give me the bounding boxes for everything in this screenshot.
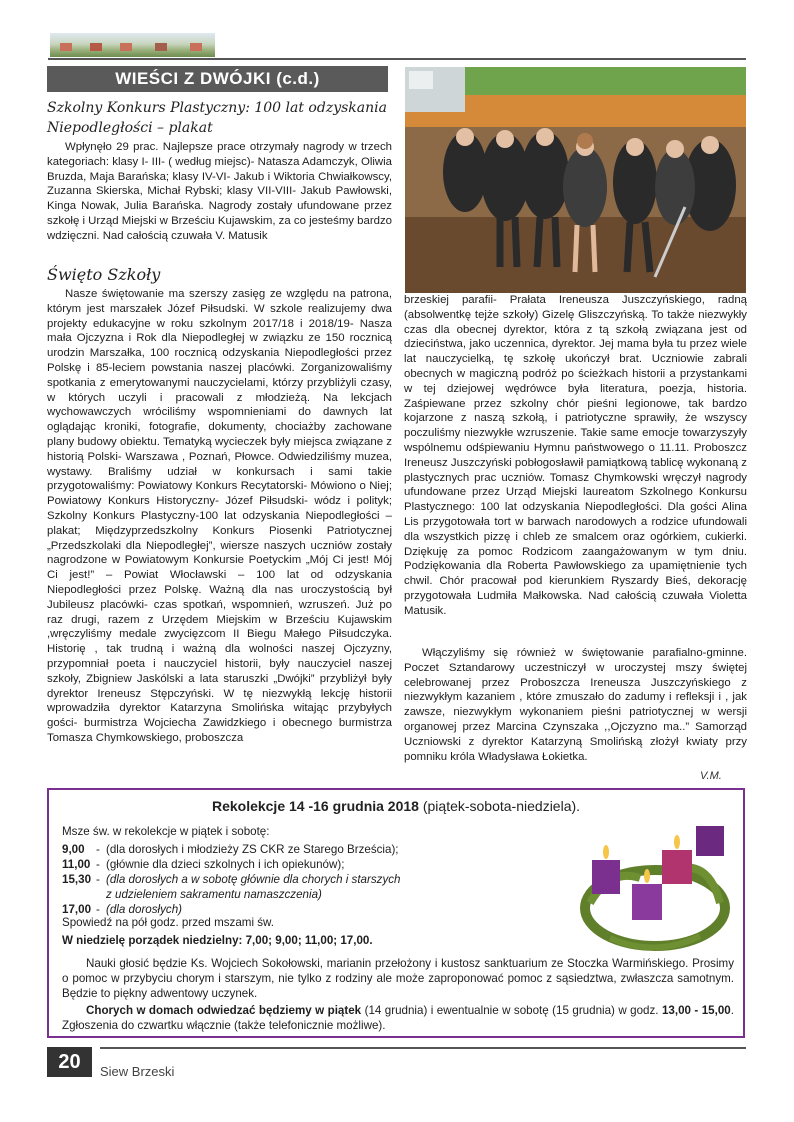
section-title: WIEŚCI Z DWÓJKI (c.d.) <box>47 66 388 92</box>
advent-wreath-icon <box>570 808 740 958</box>
author-signature: V.M. <box>700 770 722 782</box>
dash-separator: - <box>96 843 100 856</box>
preacher-paragraph: Nauki głosić będzie Ks. Wojciech Sokołowski, marianin przełożony i kustosz sanktuarium ze Stoczka Warmińskiego. Prosimy o pomoc w przybyciu chorym i starszym, nie tylko z rodziny ale może zaproponować pomoc z sąsiedztwa, zwłaszcza samotnym. Będzie to piękny adwentowy uczynek. <box>62 957 734 1000</box>
mass-time: 9,00 <box>62 843 85 856</box>
mass-description: (dla dorosłych) <box>106 903 183 916</box>
contest-heading: Szkolny Konkurs Plastyczny: 100 lat odzyskania Niepodległości – plakat <box>47 100 387 136</box>
sick-visits-paragraph <box>62 1003 734 1033</box>
school-day-column-2: brzeskiej parafii- Prałata Ireneusza Juszczyńskiego, radną (absolwentkę tejże szkoły) Gizelę Gliszczyńską. To także niezwykły czas dla obecnej dyrektor, która z tą szkołą związana jest od dzieciństwa, jako uczennica, dyrektor. Jej mama była tu przez wiele lat nauczycielką, tę szkołę ukończył brat. Uczniowie zabrali obecnych w magiczną podróż po ścieżkach historii a przystankami w tej dziejowej wędrówce była literatura, poezja, historia. Zaśpiewane przez szkolny chór pieśni legionowe, tak bardzo kojarzone z naszą szkołą, i patriotyczne sprawiły, że wszyscy poczuliśmy niezwykłe wzruszenie. Takie same emocje towarzyszyły wspólnemu odśpiewaniu Hymnu państwowego o 11.11. Proboszcz Ireneusz Juszczyński pobłogosławił pamiątkową tablicę wykonaną z plastycznych prac uczniów. Tomasz Chymkowski wręczył nagrody ufundowane przez Urząd Miejski laureatom Szkolnego Konkursu Plastycznego: 100 lat odzyskania Niepodległości. Dla gości Alina Lis przygotowała tort w barwach narodowych a rodzice ufundowali dla wszystkich pizzę i chleb ze smalcem oraz ogórkiem, cukierki. Dziękuję za pomoc Rodzicom zaangażowanym w tym dniu. Podziękowania dla Roberta Pawłowskiego za upamiętnienie tych chwil. Chór pracował pod kierunkiem Ryszardy Bieś, dekorację przygotowała Ludmiła Małkowska. Nad całością czuwała Violetta Matusik. <box>404 294 747 617</box>
mass-schedule-row <box>62 872 401 887</box>
journal-name: Siew Brzeski <box>100 1064 175 1079</box>
ceremony-photo <box>405 67 746 293</box>
parish-celebration-paragraph: Włączyliśmy się również w świętowanie parafialno-gminne. Poczet Sztandarowy uczestniczył w uroczystej mszy świętej celebrowanej przez Proboszcza Ireneusza Juszczyńskiego z niezwykłym kazaniem , które zmuszało do zadumy i refleksji i , jak zawsze, niezwykłym wykonaniem pieśni patriotycznej w wersji organowej przez Marcina Czynszaka ,,Ojczyzno ma..” Samorząd Uczniowski z dyrektor Katarzyną Smolińską złożył kwiaty przy pomniku króla Władysława Łokietka. <box>404 647 747 763</box>
mass-time: 17,00 <box>62 903 92 916</box>
mass-time: 11,00 <box>62 858 91 871</box>
school-day-heading: Święto Szkoły <box>47 265 161 284</box>
confession-note: Spowiedź na pół godz. przed mszami św. <box>62 916 275 929</box>
header-rule <box>48 58 746 60</box>
footer-rule <box>100 1047 746 1049</box>
ceremony-photo-image <box>405 67 746 293</box>
mass-description-continued: z udzieleniem sakramentu namaszczenia) <box>106 888 322 901</box>
sick-visits-hours: 13,00 - 15,00 <box>661 1004 731 1017</box>
sick-visits-lead: Chorych w domach odwiedzać będziemy w piątek <box>86 1004 362 1017</box>
school-day-column-1: Nasze świętowanie ma szerszy zasięg ze względu na patrona, którym jest marszałek Józef Piłsudski. W szkole realizujemy dwa projekty edukacyjne w roku szkolnym 2017/18 i 2018/19- Nasza mała Ojczyzna i Rok dla Niepodległej w związku ze 150 rocznicą urodzin Marszałka, 100 rocznicą odzyskania Niepodległości przez Polskę i 85-leciem powstania naszej placówki. Zorganizowaliśmy spotkania z emerytowanymi nauczycielami, którzy przybliżyli czasy, w których uczyli i pracowali z młodzieżą. Na lekcjach wychowawczych wróciliśmy wspomnieniami do dawnych lat oglądając kroniki, fotografie, dokumenty, chociażby zachowane plany budowy obiektu. Tematyką wycieczek były miejsca związane z historią Polski- Warszawa , Poznań, Płowce. Odwiedziliśmy muzea, wystawy. Braliśmy udział w konkursach i sami takie przygotowaliśmy: Powiatowy Konkurs Recytatorski- Mówiono o Niej; Powiatowy Konkurs Historyczny- Józef Piłsudski- wódz i polityk; Szkolny Konkurs Plastyczny-100 lat odzyskania Niepodległości – plakat; Międzyprzedszkolny Konkurs Piosenki Patriotycznej „Przedszkolaki dla Niepodległej”, wiersze naszych uczniów zostały nagrodzone w Powiatowym Konkursie Poetyckim „Mój Ci jest! Mój Ci jest!” – Powiat Włocławski – 100 lat od odzyskania Niepodległości przez Polskę. Ważną dla nas uroczystością był Jubileusz placówki- czas spotkań, wspomnień, wzruszeń. Już po raz drugi, razem z Urzędem Miejskim w Brześciu Kujawskim ,wręczyliśmy medale zwycięzcom II Biegu Małego Piłsudczyka. Historię , tak trudną i ważną dla wolności naszej Ojczyzny, przypomniał poeta i nauczyciel historii, były nauczyciel naszej szkoły, Zbigniew Jaskólski a lata staruszki „Dwójki” przybliżył były dyrektor Ireneusz Stępczyński. W tę niezwykłą lekcję historii wprowadziła dyrektor Katarzyna Smolińska witając przybyłych gości- burmistrza Wojciecha Zawidzkiego i obecnego burmistrza Tomasza Chymkowskiego, proboszcza <box>47 288 392 744</box>
header-town-thumbnail <box>50 33 215 57</box>
retreat-title-days: (piątek-sobota-niedziela). <box>418 798 581 814</box>
mass-description: (głównie dla dzieci szkolnych i ich opiekunów); <box>106 858 345 871</box>
mass-schedule-row <box>62 857 401 872</box>
dash-separator: - <box>96 903 100 916</box>
page-number: 20 <box>47 1047 92 1077</box>
mass-time: 15,30 <box>62 873 92 886</box>
retreat-title-dates: Rekolekcje 14 -16 grudnia 2018 <box>211 798 419 814</box>
advent-wreath-illustration <box>570 808 740 958</box>
sunday-schedule: W niedzielę porządek niedzielny: 7,00; 9,00; 11,00; 17,00. <box>62 934 373 947</box>
mass-schedule-row <box>62 842 401 857</box>
mass-description: (dla dorosłych a w sobotę głównie dla chorych i starszych <box>106 873 401 886</box>
dash-separator: - <box>96 873 100 886</box>
sick-visits-end: . Zgłoszenia do czwartku włącznie (także telefonicznie możliwe). <box>62 1004 734 1032</box>
sick-visits-dates: (14 grudnia) i ewentualnie w sobotę (15 grudnia) w godz. <box>361 1004 662 1017</box>
contest-paragraph: Wpłynęło 29 prac. Najlepsze prace otrzymały nagrody w trzech kategoriach: klasy I- III- ( według miejsc)- Natasza Adamczyk, Oliwia Bruzda, Maja Barańska; klasy IV-VI- Jakub i Wiktoria Chwiałkowscy, Zuzanna Skierska, Michał Rybski; klasy VII-VIII- Jakub Pawłowski, Kinga Nowak, Julia Barańska. Nagrody zostały ufundowane przez szkołę i Urząd Miejski w Brześciu Kujawskim, za co jesteśmy bardzo wdzięczni. Nad całością czuwała V. Matusik <box>47 141 392 242</box>
mass-schedule <box>62 842 401 917</box>
dash-separator: - <box>96 858 100 871</box>
mass-description: (dla dorosłych i młodzieży ZS CKR ze Starego Brześcia); <box>106 843 399 856</box>
retreat-intro: Msze św. w rekolekcje w piątek i sobotę: <box>62 825 270 838</box>
